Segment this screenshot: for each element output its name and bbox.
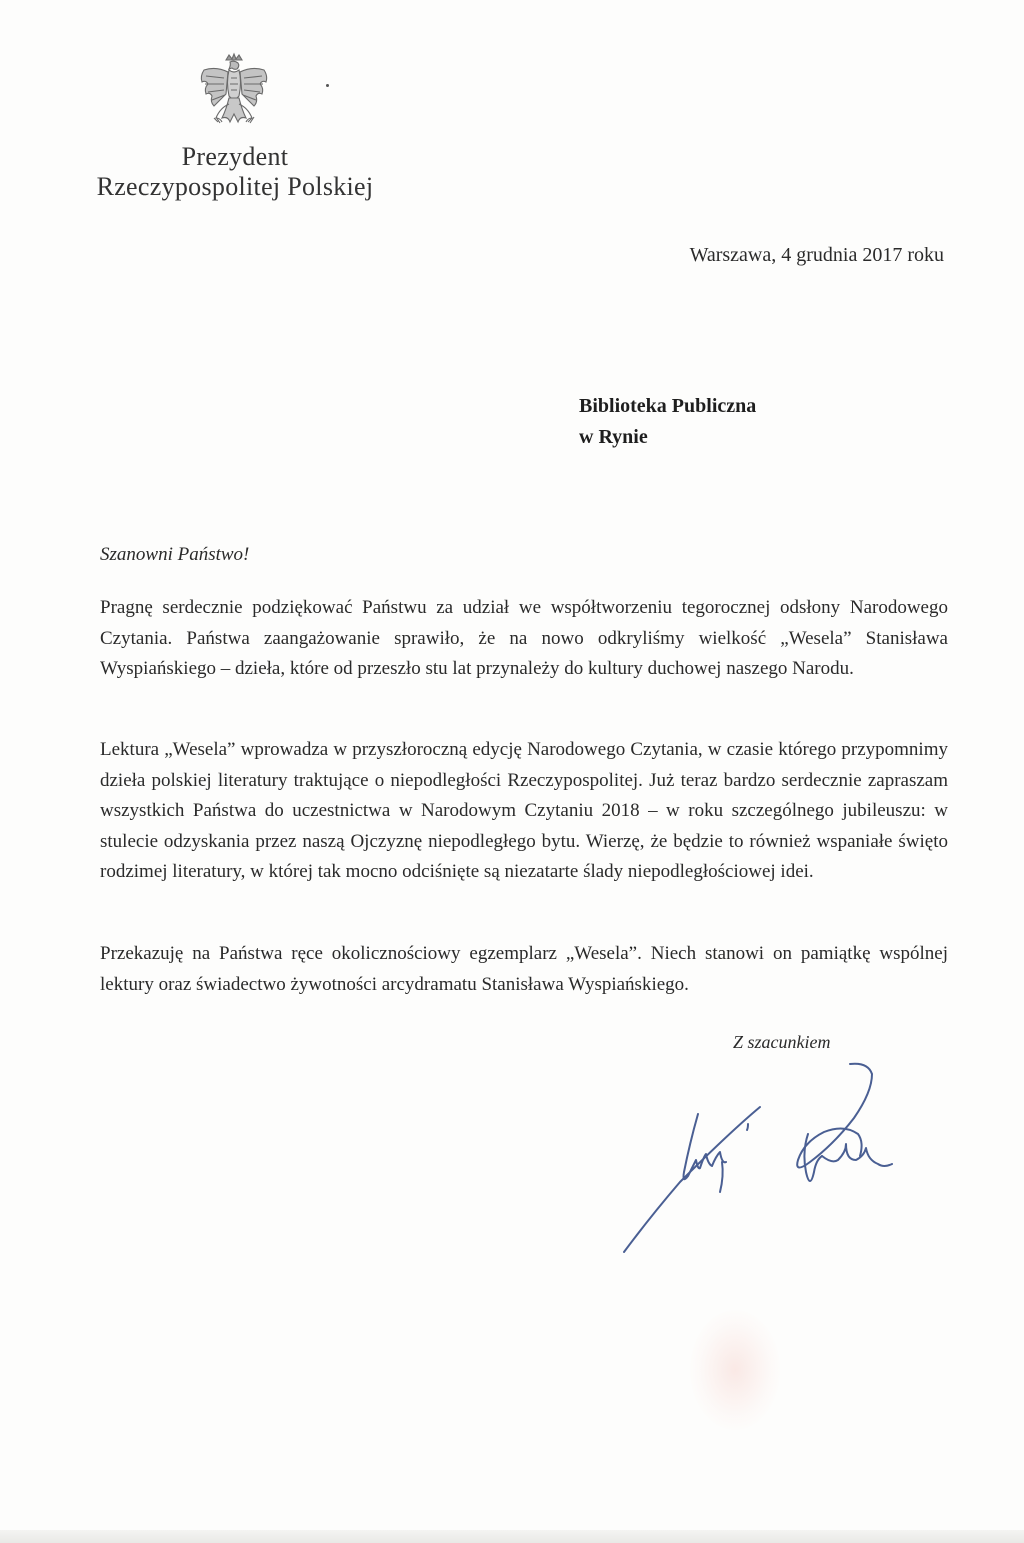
body-paragraph-3: Przekazuję na Państwa ręce okolicznościowy egzemplarz „Wesela”. Niech stanowi on pamiątkę wspólnej lektury oraz świadectwo żywotności arcydramatu Stanisława Wyspiańskiego. (100, 943, 948, 995)
letterhead-title-line1: Prezydent (181, 142, 289, 171)
letter-date: Warszawa, 4 grudnia 2017 roku (689, 244, 944, 266)
polish-eagle-emblem-icon (196, 52, 272, 134)
letterhead-title-line2: Rzeczypospolitej Polskiej (96, 172, 374, 201)
recipient-address (579, 391, 756, 453)
body-paragraph-1: Pragnę serdecznie podziękować Państwu za udział we współtworzeniu tegorocznej odsłony Narodowego Czytania. Państwa zaangażowanie sprawiło, że na nowo odkryliśmy wielkość „Wesela” Stanisława Wyspiańskiego – dzieła, które od przeszło stu lat przynależy do kultury duchowej naszego Narodu. (100, 597, 948, 679)
body-paragraph-2: Lektura „Wesela” wprowadza w przyszłoroczną edycję Narodowego Czytania, w czasie którego przypomnimy dzieła polskiej literatury traktujące o niepodległości Rzeczypospolitej. Już teraz bardzo serdecznie zapraszam wszystkich Państwa do uczestnictwa w Narodowym Czytaniu 2018 – w roku szczególnego jubileuszu: w stulecie odzyskania przez naszą Ojczyznę niepodległego bytu. Wierzę, że będzie to również wspaniałe święto rodzimej literatury, w której tak mocno odciśnięte są niezatarte ślady niepodległościowej idei. (100, 739, 948, 882)
faint-stamp-mark (690, 1310, 780, 1430)
paper-speck (326, 84, 329, 87)
recipient-line1: Biblioteka Publiczna (579, 395, 757, 417)
recipient-line2: w Rynie (579, 426, 648, 448)
handwritten-signature-icon (610, 1052, 900, 1262)
letterhead-title (0, 142, 470, 202)
salutation: Szanowni Państwo! (100, 544, 250, 565)
scan-bottom-edge (0, 1530, 1024, 1543)
closing-phrase: Z szacunkiem (733, 1032, 831, 1052)
